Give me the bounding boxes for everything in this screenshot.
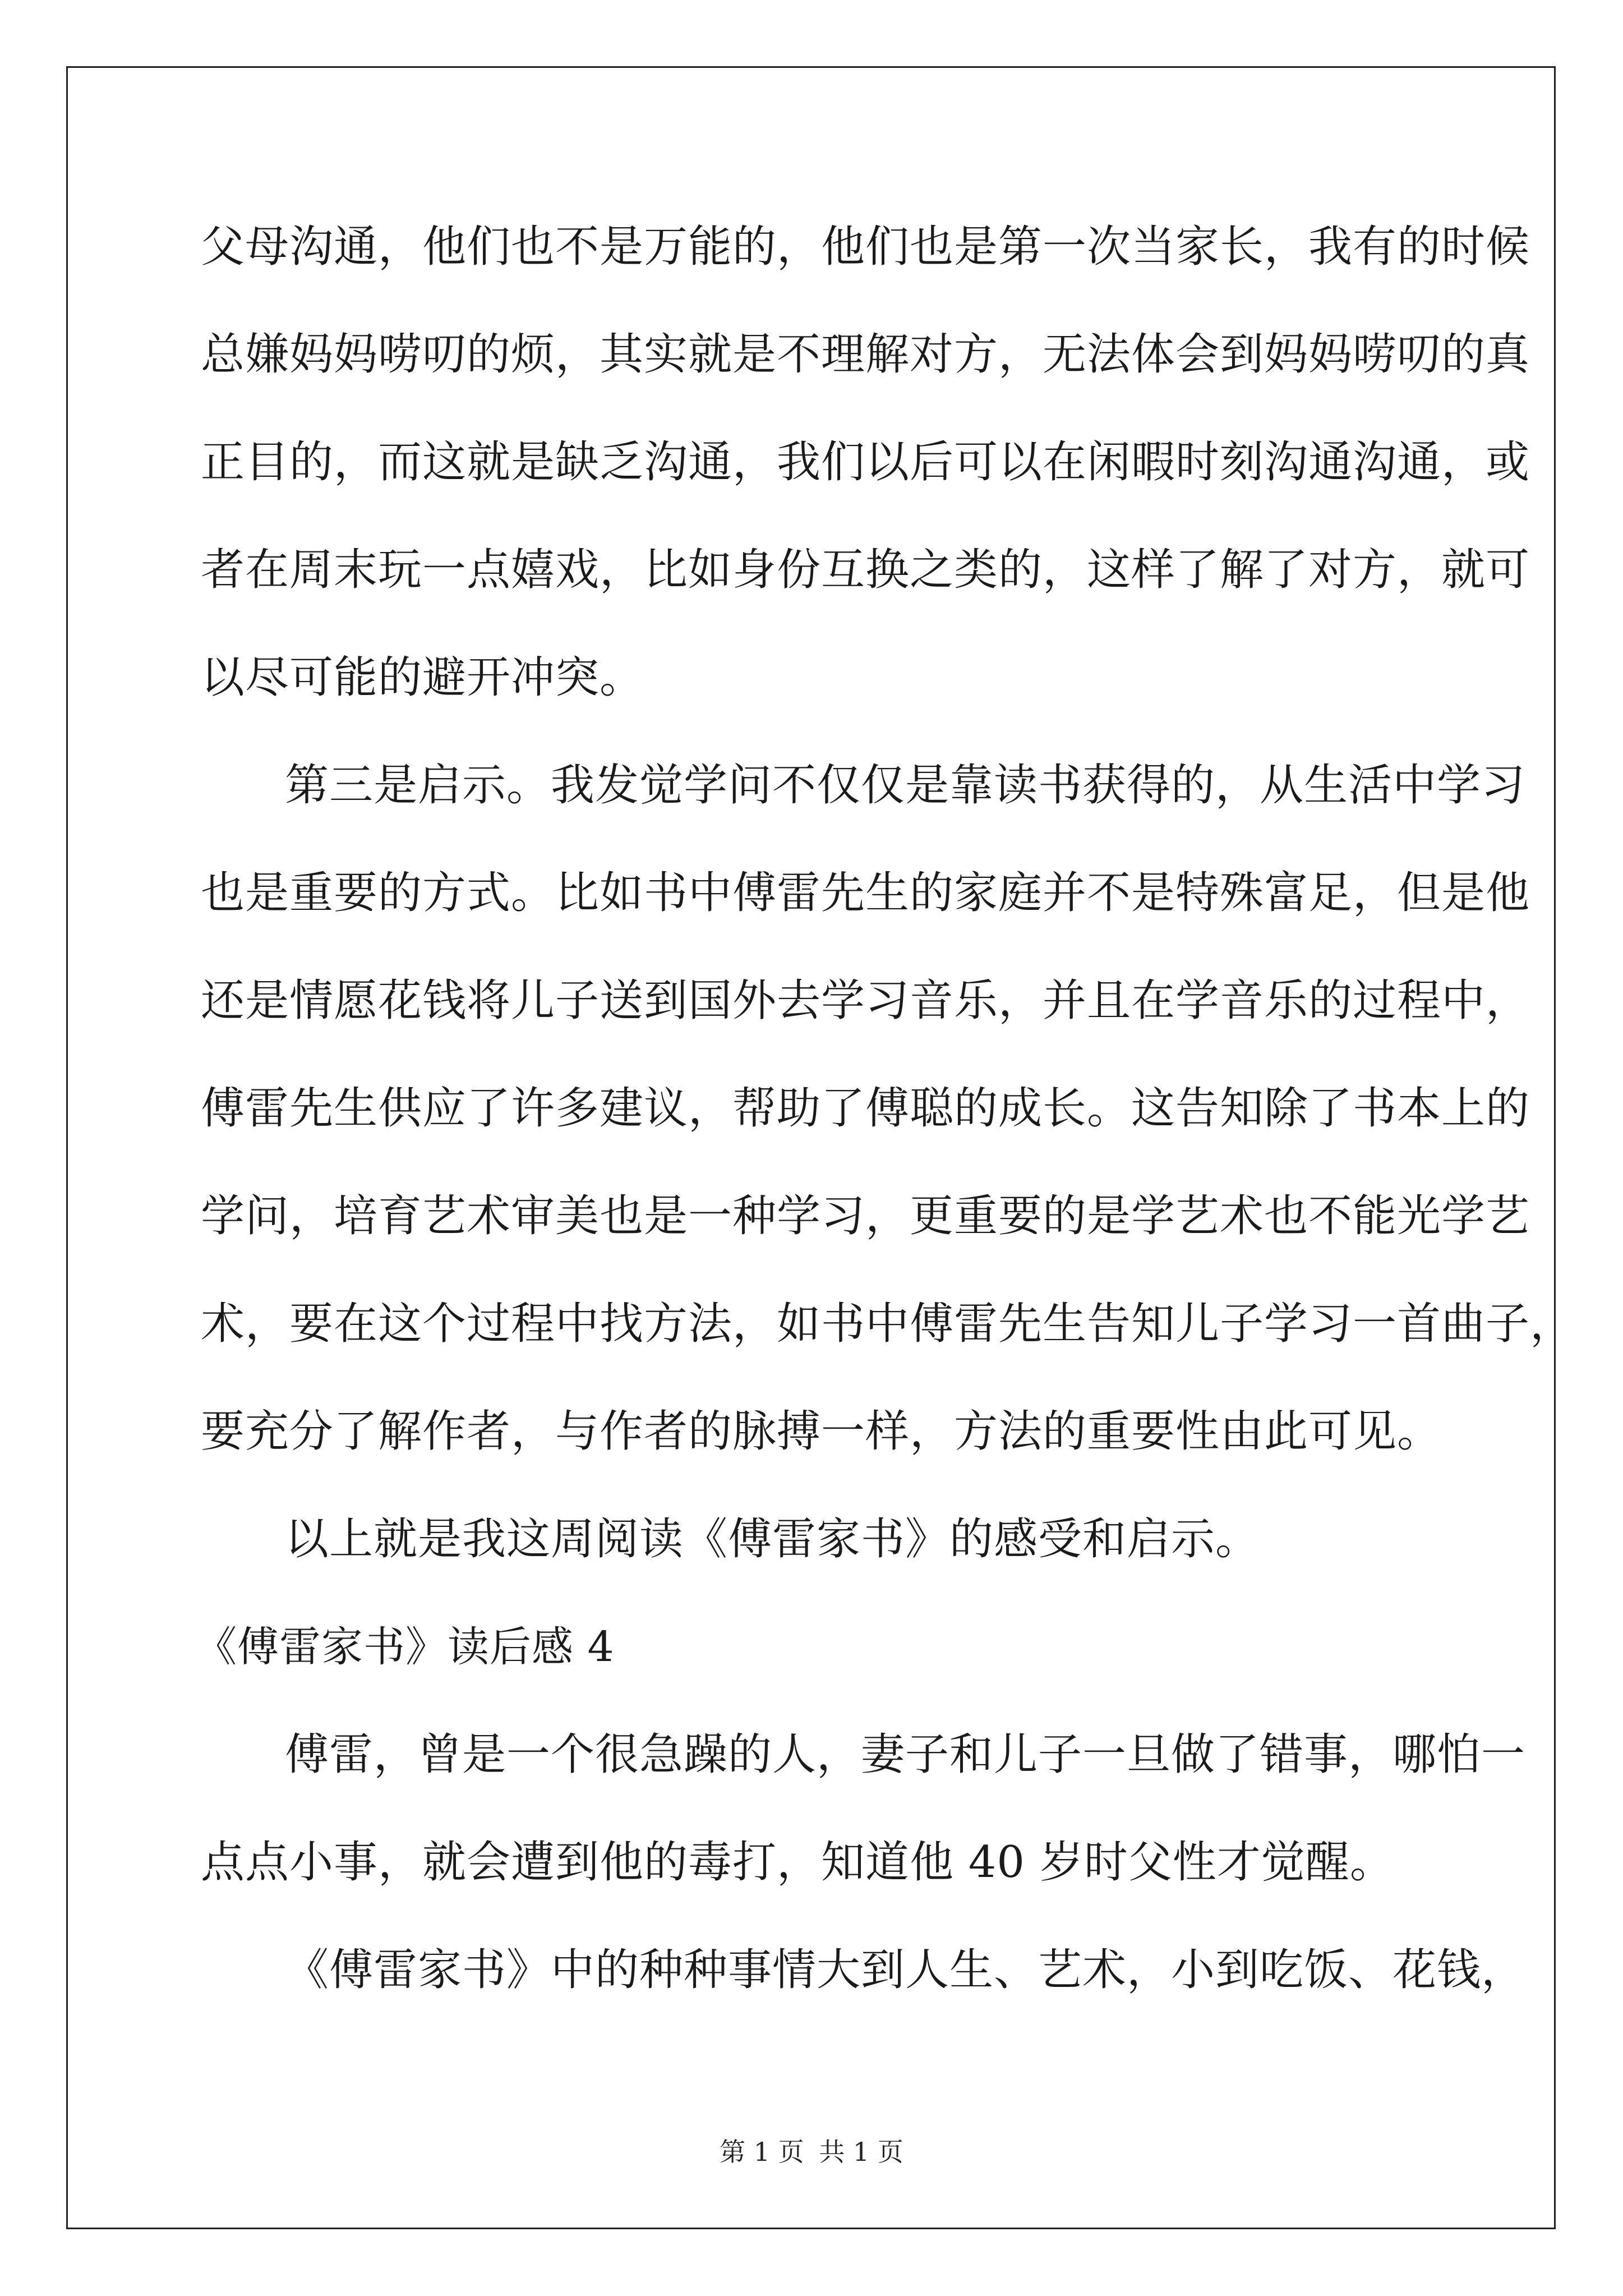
- text-line: 也是重要的方式。比如书中傅雷先生的家庭并不是特殊富足，但是他: [201, 868, 1530, 918]
- page-number: 第 1 页: [720, 2137, 804, 2167]
- section-heading: 《傅雷家书》读后感 4: [195, 1623, 615, 1671]
- text-line: 正目的，而这就是缺乏沟通，我们以后可以在闲暇时刻沟通沟通，或: [201, 437, 1530, 487]
- text-line: 者在周末玩一点嬉戏，比如身份互换之类的，这样了解了对方，就可: [201, 545, 1530, 595]
- text-line: 傅雷先生供应了许多建议，帮助了傅聪的成长。这告知除了书本上的: [201, 1083, 1530, 1134]
- page-border: [66, 66, 1556, 2229]
- page-footer: [0, 2132, 1623, 2169]
- text-line: 以尽可能的避开冲突。: [201, 652, 644, 703]
- paragraph-start-line: 《傅雷家书》中的种种事情大到人生、艺术，小到吃饭、花钱，: [285, 1945, 1526, 1995]
- paragraph-start-line: 第三是启示。我发觉学问不仅仅是靠读书获得的，从生活中学习: [285, 760, 1526, 811]
- text-line: 还是情愿花钱将儿子送到国外去学习音乐，并且在学音乐的过程中，: [201, 976, 1530, 1026]
- paragraph-start-line: 以上就是我这周阅读《傅雷家书》的感受和启示。: [285, 1514, 1260, 1565]
- text-line: 点点小事，就会遭到他的毒打，知道他 40 岁时父性才觉醒。: [201, 1837, 1394, 1888]
- text-line: 父母沟通，他们也不是万能的，他们也是第一次当家长，我有的时候: [201, 222, 1530, 272]
- text-line: 总嫌妈妈唠叨的烦，其实就是不理解对方，无法体会到妈妈唠叨的真: [201, 329, 1530, 380]
- text-line: 学问，培育艺术审美也是一种学习，更重要的是学艺术也不能光学艺: [201, 1191, 1530, 1241]
- paragraph-start-line: 傅雷，曾是一个很急躁的人，妻子和儿子一旦做了错事，哪怕一: [285, 1729, 1526, 1780]
- page-total: 共 1 页: [819, 2137, 903, 2167]
- text-line: 要充分了解作者，与作者的脉搏一样，方法的重要性由此可见。: [201, 1406, 1442, 1457]
- text-line: 术，要在这个过程中找方法，如书中傅雷先生告知儿子学习一首曲子，: [201, 1299, 1575, 1349]
